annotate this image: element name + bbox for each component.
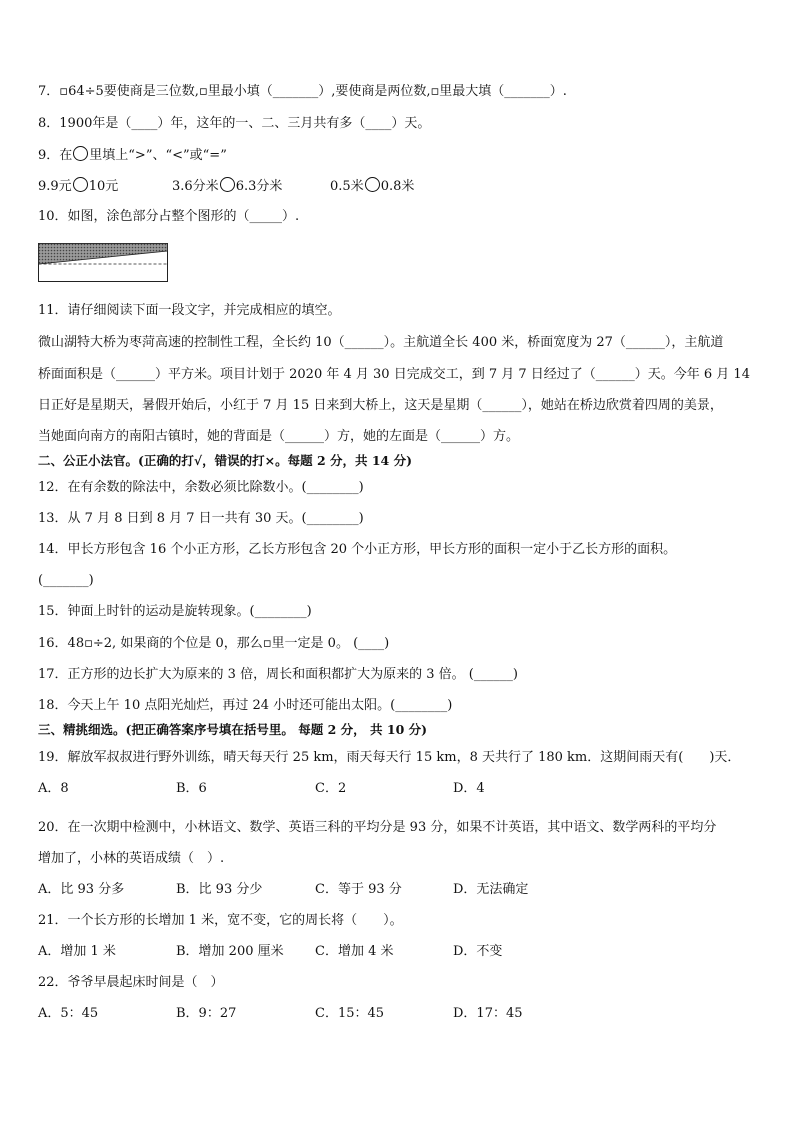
q22-option-d[interactable]: D．17：45 <box>453 1006 523 1021</box>
question-10: 10．如图，涂色部分占整个图形的（_____）. <box>38 209 300 224</box>
compare-item-1 <box>38 177 118 196</box>
q19-option-a[interactable]: A．8 <box>38 781 69 796</box>
question-11-intro: 11．请仔细阅读下面一段文字，并完成相应的填空。 <box>38 303 341 318</box>
question-18: 18．今天上午 10 点阳光灿烂，再过 24 小时还可能出太阳。(________) <box>38 698 453 713</box>
compare-item-2 <box>172 177 282 196</box>
question-14-line-1: 14．甲长方形包含 16 个小正方形，乙长方形包含 20 个小正方形，甲长方形的面积一定小于乙长方形的面积。 <box>38 542 677 557</box>
question-20-line-2: 增加了，小林的英语成绩（ ）. <box>38 851 225 866</box>
question-11-line-4: 当她面向南方的南阳古镇时，她的背面是（______）方，她的左面是（______）方。 <box>38 429 520 444</box>
compare-left: 9.9元 <box>38 179 72 194</box>
question-12: 12．在有余数的除法中，余数必须比除数小。(________) <box>38 480 364 495</box>
section-2-heading: 二、公正小法官。(正确的打√，错误的打×。每题 2 分，共 14 分) <box>38 453 413 468</box>
question-15: 15．钟面上时针的运动是旋转现象。(________) <box>38 604 312 619</box>
q9-prompt-pre: 9．在 <box>38 148 73 163</box>
compare-circle-icon <box>73 146 88 161</box>
question-16: 16．48▫÷2, 如果商的个位是 0，那么▫里一定是 0。 (____) <box>38 636 390 651</box>
question-11-line-1: 微山湖特大桥为枣菏高速的控制性工程，全长约 10（______）。主航道全长 400 米，桥面宽度为 27（______），主航道 <box>38 335 724 350</box>
answer-circle-icon[interactable] <box>220 177 235 192</box>
question-14-line-2: (_______) <box>38 573 94 588</box>
q21-option-d[interactable]: D．不变 <box>453 944 503 959</box>
q21-option-b[interactable]: B．增加 200 厘米 <box>176 944 284 959</box>
compare-item-3 <box>330 177 414 196</box>
q20-option-b[interactable]: B．比 93 分少 <box>176 882 263 897</box>
q19-option-b[interactable]: B．6 <box>176 781 207 796</box>
question-9-prompt <box>38 146 227 165</box>
question-19-stem: 19．解放军叔叔进行野外训练，晴天每天行 25 km，雨天每天行 15 km，8 天共行了 180 km．这期间雨天有( )天． <box>38 750 741 765</box>
q21-option-c[interactable]: C．增加 4 米 <box>315 944 394 959</box>
question-20-line-1: 20．在一次期中检测中，小林语文、数学、英语三科的平均分是 93 分，如果不计英语，其中语文、数学两科的平均分 <box>38 820 717 835</box>
question-17: 17．正方形的边长扩大为原来的 3 倍，周长和面积都扩大为原来的 3 倍。 (______) <box>38 667 518 682</box>
answer-circle-icon[interactable] <box>73 177 88 192</box>
q19-option-c[interactable]: C．2 <box>315 781 347 796</box>
compare-right: 6.3分米 <box>235 179 283 194</box>
compare-right: 0.8米 <box>380 179 415 194</box>
q20-option-c[interactable]: C．等于 93 分 <box>315 882 402 897</box>
q19-option-d[interactable]: D．4 <box>453 781 485 796</box>
compare-left: 0.5米 <box>330 179 364 194</box>
question-13: 13．从 7 月 8 日到 8 月 7 日一共有 30 天。(________) <box>38 511 364 526</box>
q20-option-d[interactable]: D．无法确定 <box>453 882 529 897</box>
q9-prompt-post: 里填上“>”、“<”或“=” <box>89 148 227 163</box>
question-21-stem: 21．一个长方形的长增加 1 米，宽不变，它的周长将（ ）。 <box>38 913 403 928</box>
section-3-heading: 三、精挑细选。(把正确答案序号填在括号里。 每题 2 分， 共 10 分) <box>38 722 428 737</box>
q22-option-a[interactable]: A．5：45 <box>38 1006 99 1021</box>
q20-option-a[interactable]: A．比 93 分多 <box>38 882 125 897</box>
question-7: 7．▫64÷5要使商是三位数,▫里最小填（_______）,要使商是两位数,▫里最大填（_______）. <box>38 84 567 99</box>
question-11-line-3: 日正好是星期天，暑假开始后，小红于 7 月 15 日来到大桥上，这天是星期（______），她站在桥边欣赏着四周的美景， <box>38 398 723 413</box>
q22-option-c[interactable]: C．15：45 <box>315 1006 385 1021</box>
compare-right: 10元 <box>88 179 119 194</box>
answer-circle-icon[interactable] <box>365 177 380 192</box>
question-11-line-2: 桥面面积是（______）平方米。项目计划于 2020 年 4 月 30 日完成交工，到 7 月 7 日经过了（______）天。今年 6 月 14 <box>38 367 750 382</box>
question-22-stem: 22．爷爷早晨起床时间是（ ） <box>38 975 224 990</box>
compare-left: 3.6分米 <box>172 179 219 194</box>
question-8: 8．1900年是（____）年，这年的一、二、三月共有多（____）天。 <box>38 116 431 131</box>
shaded-rectangle-figure <box>38 243 168 282</box>
q21-option-a[interactable]: A．增加 1 米 <box>38 944 116 959</box>
q22-option-b[interactable]: B．9：27 <box>176 1006 237 1021</box>
